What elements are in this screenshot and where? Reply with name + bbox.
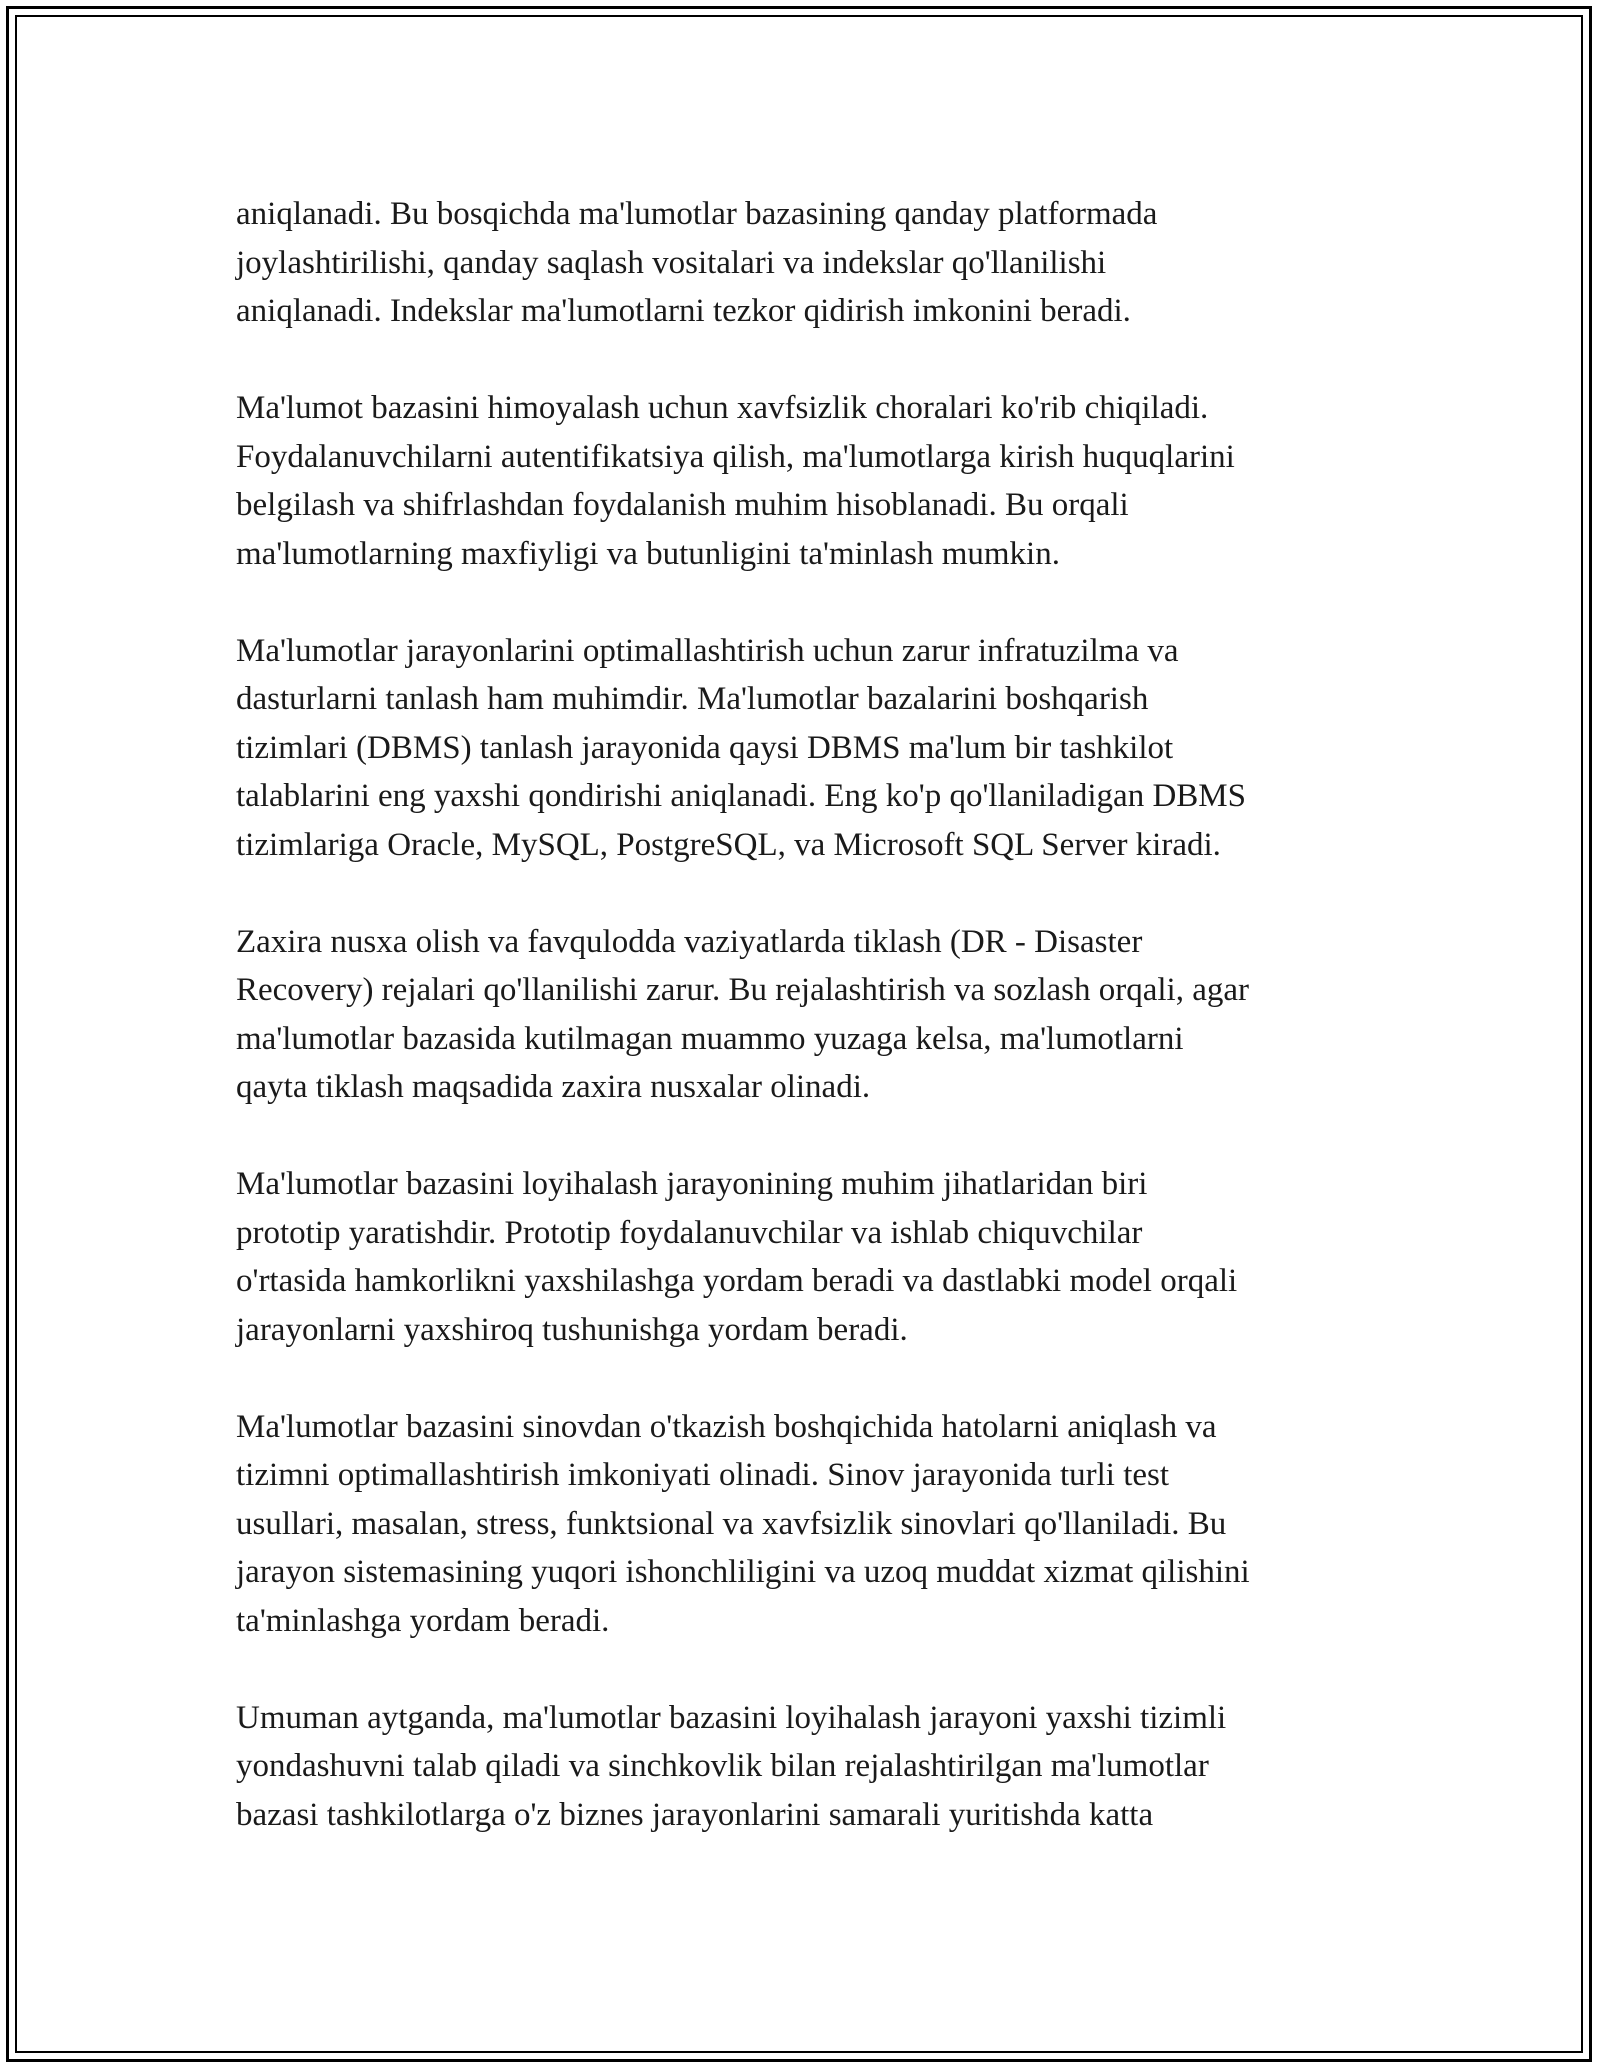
text-line: dasturlarni tanlash ham muhimdir. Ma'lumotlar bazalarini boshqarish [236, 681, 1149, 717]
text-line: ma'lumotlar bazasida kutilmagan muammo yuzaga kelsa, ma'lumotlarni [236, 1020, 1184, 1057]
text-line: prototip yaratishdir. Prototip foydalanuvchilar va ishlab chiquvchilar [236, 1214, 1143, 1251]
text-line: Ma'lumotlar jarayonlarini optimallashtirish uchun zarur infratuzilma va [236, 632, 1179, 669]
text-line: Ma'lumot bazasini himoyalash uchun xavfsizlik choralari ko'rib chiqiladi. [236, 390, 1209, 426]
text-line: tizimlariga Oracle, MySQL, PostgreSQL, va Microsoft SQL Server kiradi. [236, 826, 1221, 863]
text-line: Ma'lumotlar bazasini loyihalash jarayonining muhim jihatlaridan biri [236, 1166, 1148, 1202]
paragraph-6 [236, 1403, 1366, 1646]
text-line: aniqlanadi. Indekslar ma'lumotlarni tezkor qidirish imkonini beradi. [236, 293, 1131, 329]
text-line: Ma'lumotlar bazasini sinovdan o'tkazish boshqichida hatolarni aniqlash va [236, 1408, 1217, 1445]
text-line: ta'minlashga yordam beradi. [236, 1602, 610, 1639]
paragraph-2 [236, 384, 1366, 578]
text-line: belgilash va shifrlashdan foydalanish muhim hisoblanadi. Bu orqali [236, 487, 1129, 523]
paragraph-4 [236, 918, 1366, 1112]
paragraph-3 [236, 627, 1366, 870]
paragraph-7 [236, 1694, 1366, 1840]
text-line: o'rtasida hamkorlikni yaxshilashga yordam beradi va dastlabki model orqali [236, 1263, 1238, 1299]
text-line: jarayon sistemasining yuqori ishonchliligini va uzoq muddat xizmat qilishini [236, 1554, 1250, 1590]
text-line: jarayonlarni yaxshiroq tushunishga yordam beradi. [236, 1311, 908, 1348]
text-line: qayta tiklash maqsadida zaxira nusxalar olinadi. [236, 1069, 871, 1105]
text-line: yondashuvni talab qiladi va sinchkovlik bilan rejalashtirilgan ma'lumotlar [236, 1748, 1209, 1784]
text-line: Umuman aytganda, ma'lumotlar bazasini loyihalash jarayoni yaxshi tizimli [236, 1699, 1227, 1736]
text-line: usullari, masalan, stress, funktsional va xavfsizlik sinovlari qo'llaniladi. Bu [236, 1505, 1227, 1542]
text-line: bazasi tashkilotlarga o'z biznes jarayonlarini samarali yuritishda katta [236, 1796, 1154, 1833]
paragraph-1 [236, 190, 1366, 336]
document-body [236, 190, 1366, 1888]
text-line: talablarini eng yaxshi qondirishi aniqlanadi. Eng ko'p qo'llaniladigan DBMS [236, 778, 1246, 814]
text-line: Foydalanuvchilarni autentifikatsiya qilish, ma'lumotlarga kirish huquqlarini [236, 438, 1235, 475]
text-line: ma'lumotlarning maxfiyligi va butunligini ta'minlash mumkin. [236, 535, 1060, 572]
paragraph-5 [236, 1160, 1366, 1354]
text-line: Zaxira nusxa olish va favqulodda vaziyatlarda tiklash (DR - Disaster [236, 923, 1143, 960]
text-line: tizimni optimallashtirish imkoniyati olinadi. Sinov jarayonida turli test [236, 1457, 1170, 1493]
text-line: tizimlari (DBMS) tanlash jarayonida qaysi DBMS ma'lum bir tashkilot [236, 729, 1174, 766]
text-line: joylashtirilishi, qanday saqlash vositalari va indekslar qo'llanilishi [236, 244, 1107, 281]
text-line: Recovery) rejalari qo'llanilishi zarur. Bu rejalashtirish va sozlash orqali, agar [236, 972, 1250, 1008]
text-line: aniqlanadi. Bu bosqichda ma'lumotlar bazasining qanday platformada [236, 196, 1158, 232]
